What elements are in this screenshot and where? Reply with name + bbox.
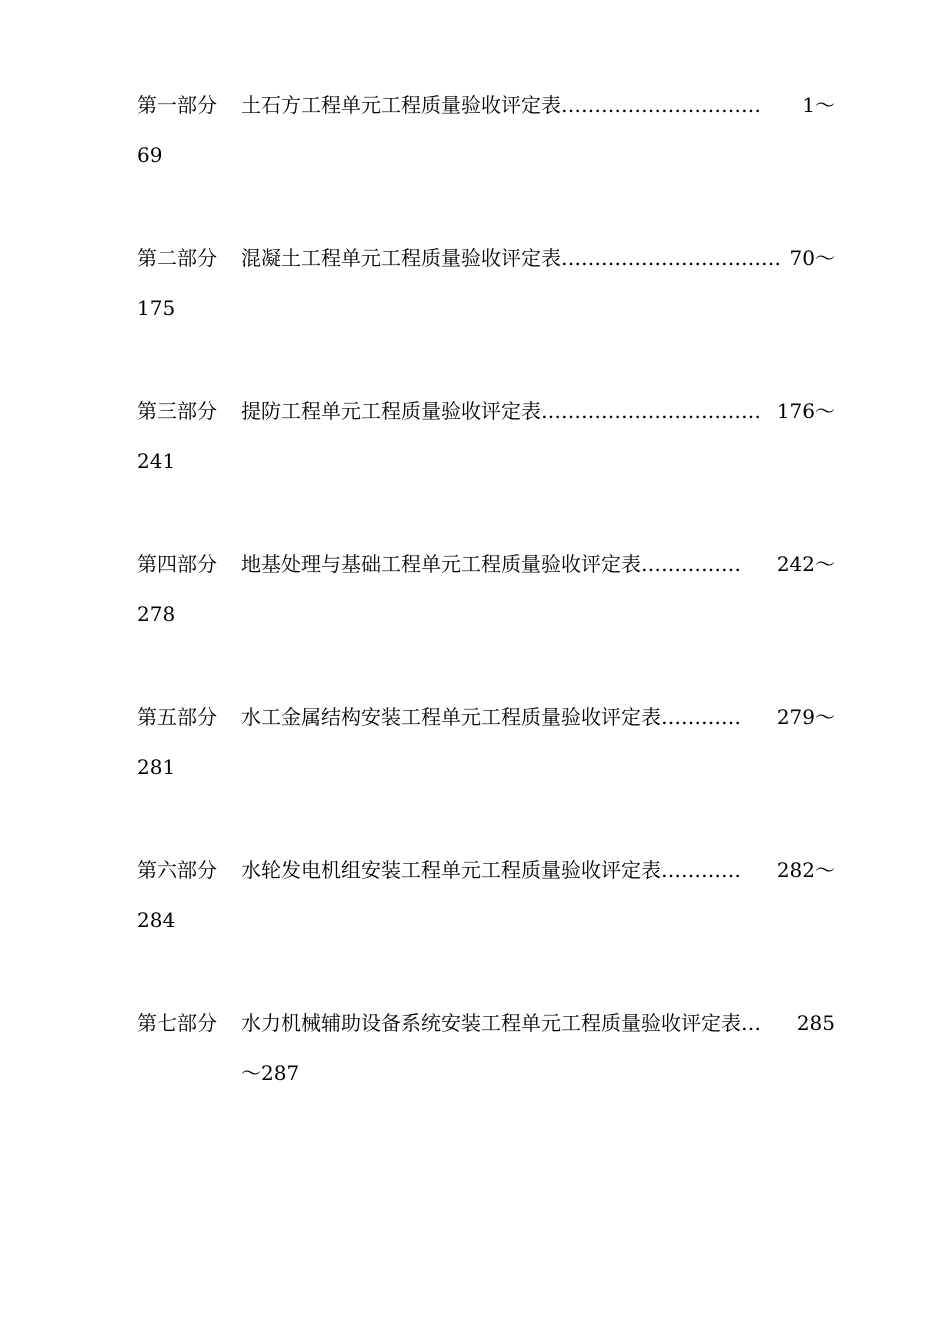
page-range-start: 176～ (776, 399, 835, 423)
toc-entry-line (137, 89, 835, 121)
toc-entry-part-6[interactable] (137, 854, 835, 964)
page-range-start: 285 (796, 1011, 835, 1035)
toc-entry-part-1[interactable] (137, 89, 835, 199)
toc-entry-part-4[interactable] (137, 548, 835, 658)
entry-title: 土石方工程单元工程质量验收评定表………………………… (241, 93, 761, 117)
part-label: 第二部分 (137, 246, 217, 270)
toc-entry-line (137, 548, 835, 580)
page-range-start: 242～ (776, 552, 835, 576)
part-label: 第七部分 (137, 1011, 217, 1035)
entry-title: 水工金属结构安装工程单元工程质量验收评定表………… (241, 705, 741, 729)
toc-entry-part-3[interactable] (137, 395, 835, 505)
page-range-start: 1～ (802, 93, 835, 117)
page-range-start: 282～ (776, 858, 835, 882)
page-range-end: ～287 (241, 1061, 300, 1085)
part-label: 第六部分 (137, 858, 217, 882)
page-range-end: 175 (137, 296, 176, 320)
entry-title: 混凝土工程单元工程质量验收评定表…………………………… (241, 246, 781, 270)
entry-title: 地基处理与基础工程单元工程质量验收评定表…………… (241, 552, 741, 576)
part-label: 第三部分 (137, 399, 217, 423)
page-range-end: 284 (137, 908, 176, 932)
toc-entry-line (137, 395, 835, 427)
entry-title: 提防工程单元工程质量验收评定表…………………………… (241, 399, 761, 423)
entry-title: 水力机械辅助设备系统安装工程单元工程质量验收评定表… (241, 1011, 761, 1035)
toc-entry-part-5[interactable] (137, 701, 835, 811)
toc-entry-part-7[interactable] (137, 1007, 835, 1117)
part-label: 第四部分 (137, 552, 217, 576)
toc-entry-line (137, 854, 835, 886)
page-range-end: 241 (137, 449, 176, 473)
page-range-start: 70～ (789, 246, 835, 270)
part-label: 第五部分 (137, 705, 217, 729)
part-label: 第一部分 (137, 93, 217, 117)
toc-entry-part-2[interactable] (137, 242, 835, 352)
page-range-end: 281 (137, 755, 176, 779)
page-range-end: 69 (137, 143, 163, 167)
entry-title: 水轮发电机组安装工程单元工程质量验收评定表………… (241, 858, 741, 882)
page-range-end: 278 (137, 602, 176, 626)
toc-entry-line (137, 701, 835, 733)
toc-entry-line (137, 1007, 835, 1039)
page-range-start: 279～ (776, 705, 835, 729)
toc-entry-line (137, 242, 835, 274)
